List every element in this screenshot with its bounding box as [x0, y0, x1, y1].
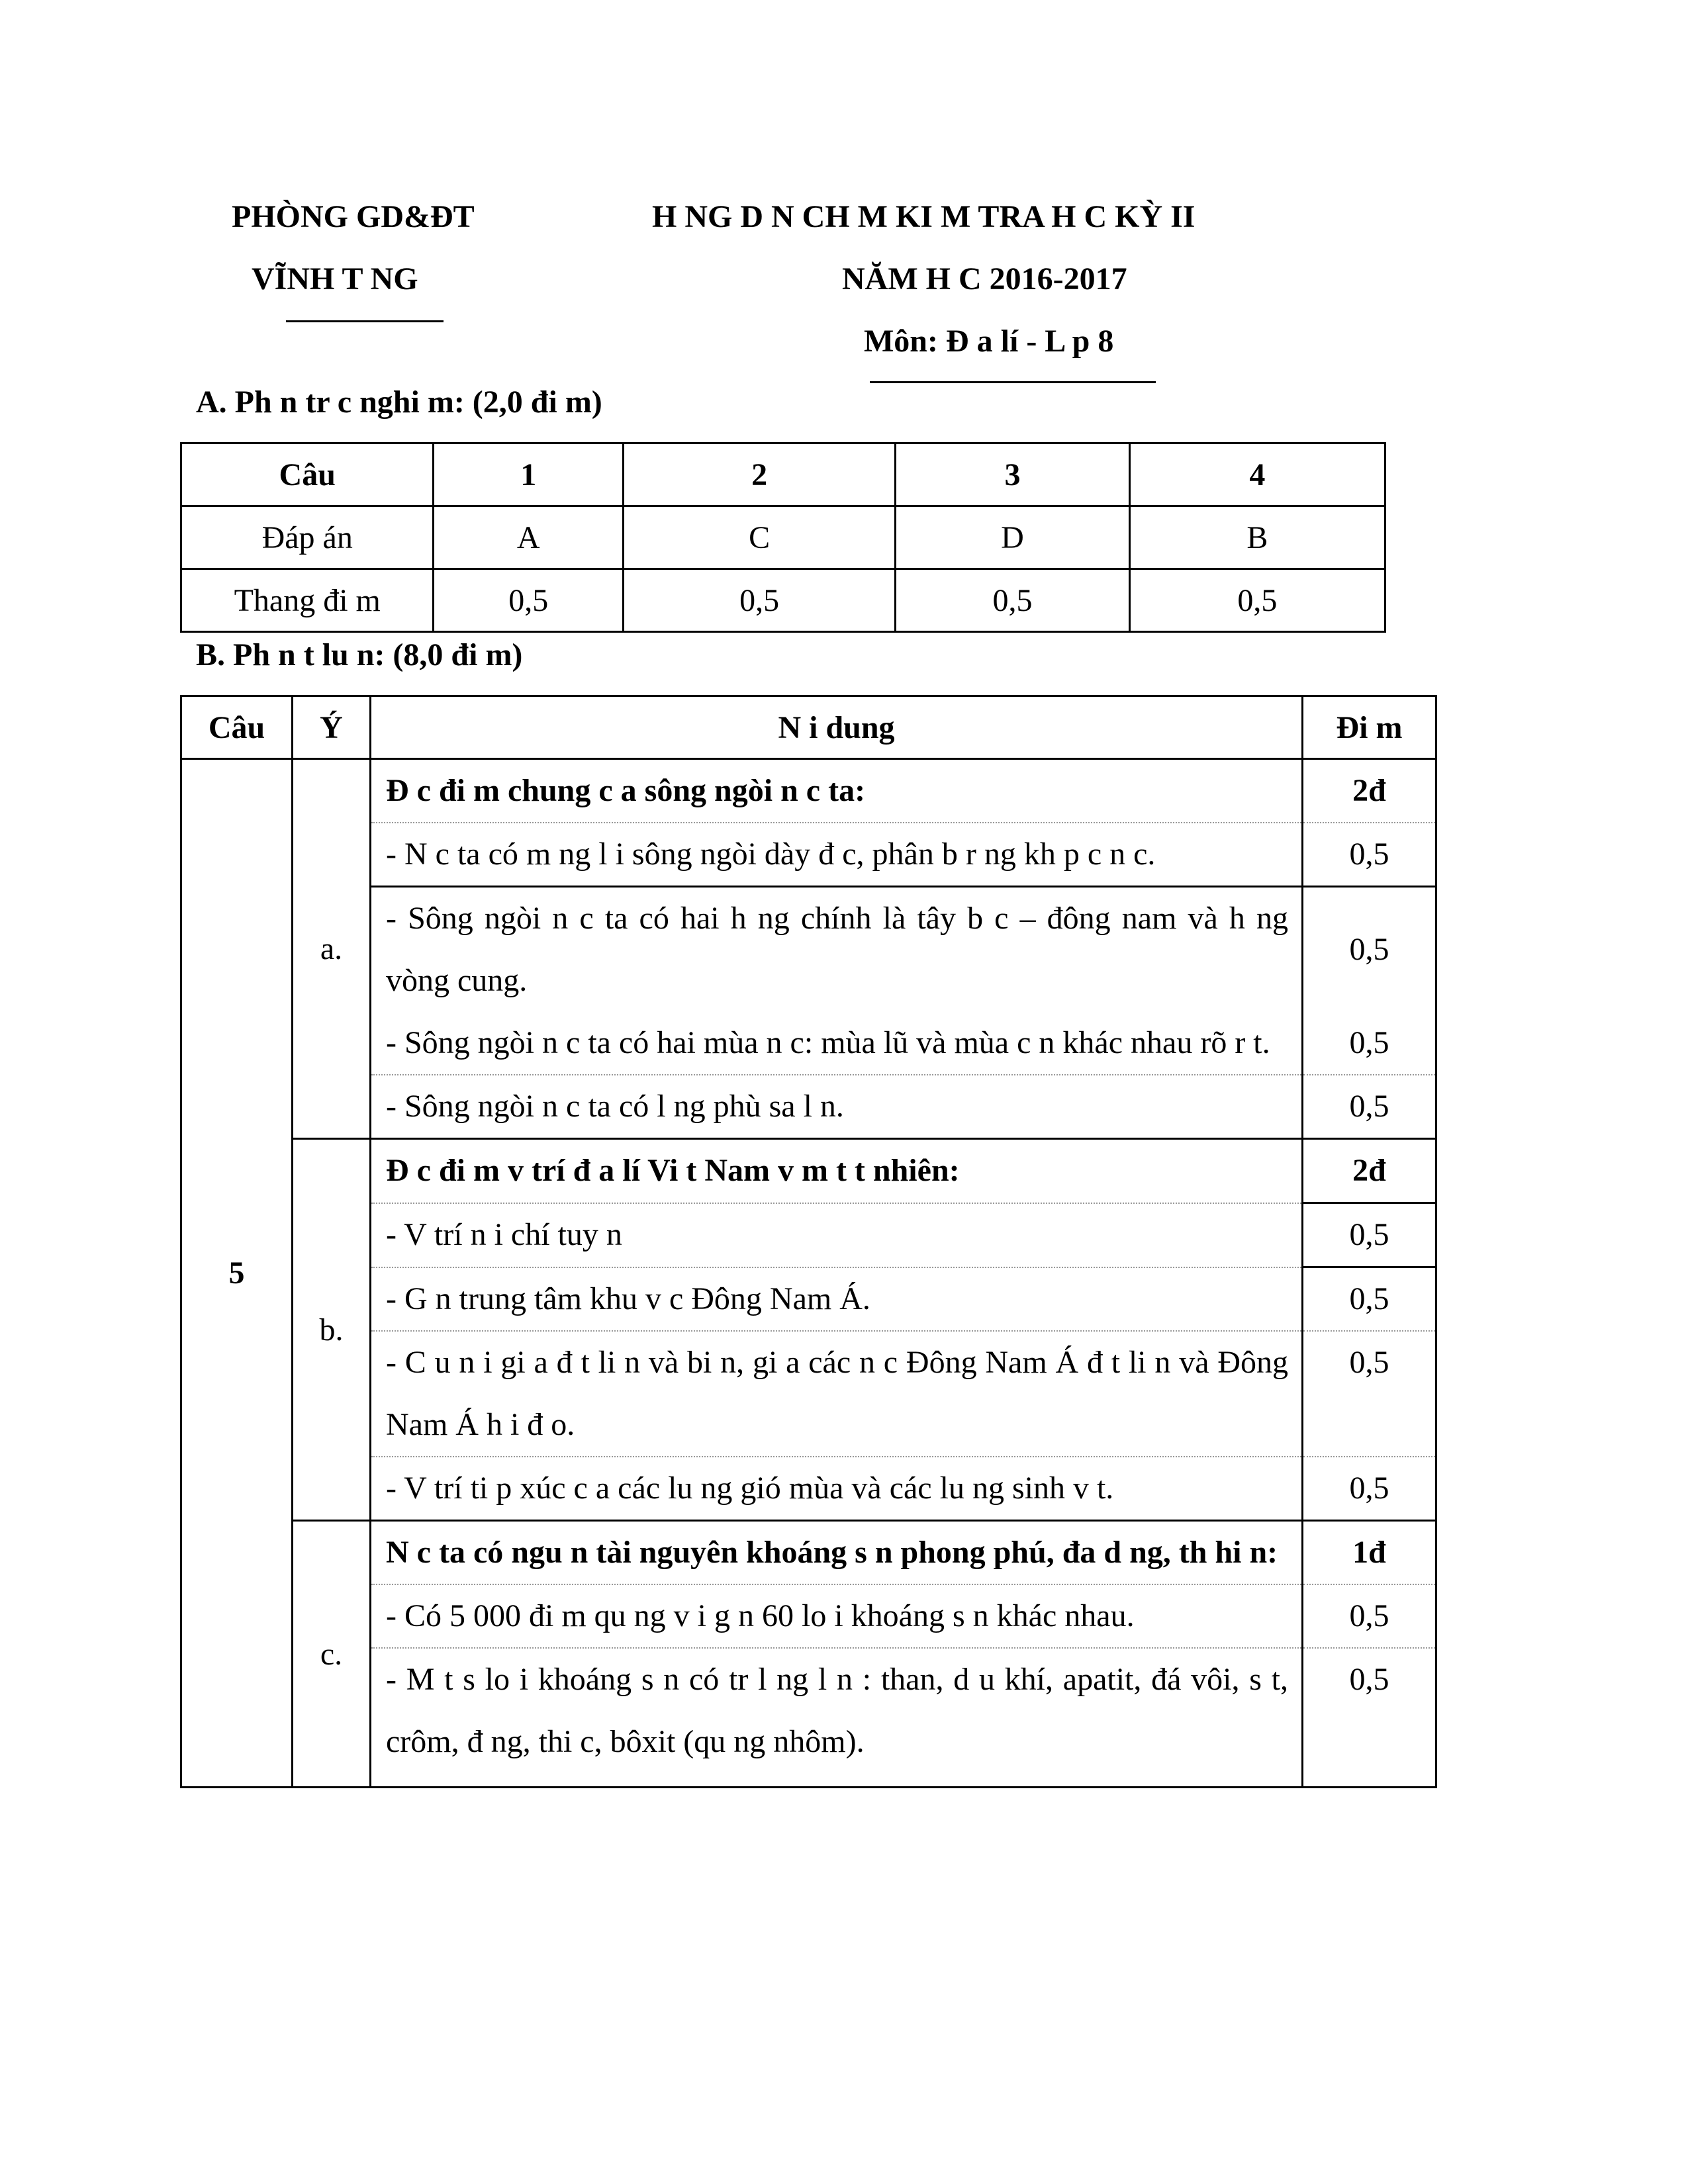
essay-header-row — [181, 696, 1436, 759]
answer-point: - C u n i gi a đ t li n và bi n, gi a các n c Đông Nam Á đ t li n và Đông Nam Á h i đ o. — [371, 1331, 1303, 1457]
header-left-underline — [286, 320, 444, 322]
score-cell: 0,5 — [623, 569, 895, 632]
header-document-title: H NG D N CH M KI M TRA H C KỲ II — [652, 199, 1196, 234]
column-header-question: Câu — [181, 696, 293, 759]
row-label-score: Thang đi m — [181, 569, 434, 632]
question-number: 4 — [1129, 443, 1385, 506]
answer-point-score: 0,5 — [1303, 1648, 1436, 1788]
section-a-title: A. Ph n tr c nghi m: (2,0 đi m) — [196, 385, 602, 420]
answer-cell: D — [896, 506, 1129, 569]
row-label-answer: Đáp án — [181, 506, 434, 569]
part-a-heading-score: 2đ — [1303, 759, 1436, 823]
answer-point: - Sông ngòi n c ta có hai mùa n c: mùa lũ và mùa c n khác nhau rõ r t. — [371, 1012, 1303, 1075]
answer-point-score: 0,5 — [1303, 1075, 1436, 1139]
header-school-year: NĂM H C 2016-2017 — [842, 261, 1127, 296]
question-number: 3 — [896, 443, 1129, 506]
header-district: VĨNH T NG — [252, 261, 418, 296]
question-row — [181, 443, 1385, 506]
header-department: PHÒNG GD&ĐT — [232, 199, 475, 234]
part-c-heading-row — [181, 1521, 1436, 1585]
part-a-heading: Đ c đi m chung c a sông ngòi n c ta: — [371, 759, 1303, 823]
part-label-a: a. — [293, 759, 371, 1139]
question-number: 2 — [623, 443, 895, 506]
section-b-title: B. Ph n t lu n: (8,0 đi m) — [196, 637, 523, 672]
header-right-underline — [870, 381, 1156, 383]
header-subject: Môn: Đ a lí - L p 8 — [864, 324, 1114, 359]
answer-point: - N c ta có m ng l i sông ngòi dày đ c, phân b r ng kh p c n c. — [371, 823, 1303, 887]
answer-point: - V trí n i chí tuy n — [371, 1203, 1303, 1267]
part-a-heading-row — [181, 759, 1436, 823]
question-number-cell: 5 — [181, 759, 293, 1788]
answer-cell: A — [434, 506, 624, 569]
answer-point-score: 0,5 — [1303, 1457, 1436, 1521]
answer-point: - Có 5 000 đi m qu ng v i g n 60 lo i khoáng s n khác nhau. — [371, 1584, 1303, 1648]
row-label-question: Câu — [181, 443, 434, 506]
column-header-score: Đi m — [1303, 696, 1436, 759]
answer-point-score: 0,5 — [1303, 1203, 1436, 1267]
answer-point-score: 0,5 — [1303, 1267, 1436, 1332]
answer-point-score: 0,5 — [1303, 823, 1436, 887]
answer-point-score: 0,5 — [1303, 1584, 1436, 1648]
part-c-heading-score: 1đ — [1303, 1521, 1436, 1585]
answer-point: - G n trung tâm khu v c Đông Nam Á. — [371, 1267, 1303, 1332]
column-header-part: Ý — [293, 696, 371, 759]
part-c-heading: N c ta có ngu n tài nguyên khoáng s n phong phú, đa d ng, th hi n: — [371, 1521, 1303, 1585]
score-cell: 0,5 — [1129, 569, 1385, 632]
answer-point-score: 0,5 — [1303, 887, 1436, 1013]
question-number: 1 — [434, 443, 624, 506]
answer-point: - Sông ngòi n c ta có hai h ng chính là tây b c – đông nam và h ng vòng cung. — [371, 887, 1303, 1013]
multiple-choice-answer-table — [180, 442, 1386, 633]
answer-point-score: 0,5 — [1303, 1012, 1436, 1075]
answer-point: - V trí ti p xúc c a các lu ng gió mùa và các lu ng sinh v t. — [371, 1457, 1303, 1521]
part-label-b: b. — [293, 1139, 371, 1521]
answer-cell: C — [623, 506, 895, 569]
answer-point: - Sông ngòi n c ta có l ng phù sa l n. — [371, 1075, 1303, 1139]
part-b-heading-row — [181, 1139, 1436, 1203]
answer-row — [181, 506, 1385, 569]
score-cell: 0,5 — [896, 569, 1129, 632]
score-cell: 0,5 — [434, 569, 624, 632]
score-row — [181, 569, 1385, 632]
part-label-c: c. — [293, 1521, 371, 1788]
essay-answer-table — [180, 695, 1437, 1788]
part-b-heading-score: 2đ — [1303, 1139, 1436, 1203]
column-header-content: N i dung — [371, 696, 1303, 759]
answer-point-score: 0,5 — [1303, 1331, 1436, 1457]
part-b-heading: Đ c đi m v trí đ a lí Vi t Nam v m t t nhiên: — [371, 1139, 1303, 1203]
answer-cell: B — [1129, 506, 1385, 569]
answer-point: - M t s lo i khoáng s n có tr l ng l n : than, d u khí, apatit, đá vôi, s t, crôm, đ ng, thi c, bôxit (qu ng nhôm). — [371, 1648, 1303, 1788]
